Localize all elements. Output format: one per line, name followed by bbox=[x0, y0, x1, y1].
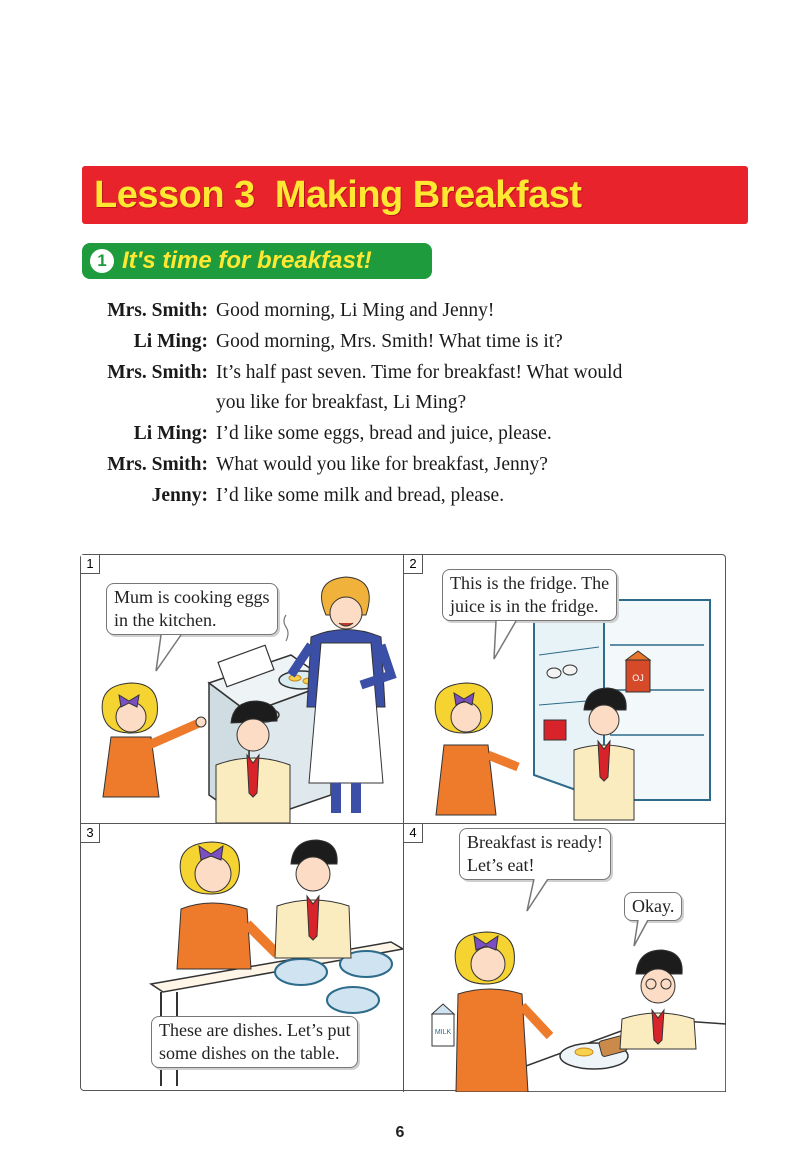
dialogue-text: It’s half past seven. Time for breakfast! What would bbox=[216, 361, 623, 383]
steam bbox=[284, 615, 288, 641]
speaker-name: Mrs. Smith: bbox=[107, 453, 208, 475]
comic-panel-1 bbox=[81, 555, 404, 824]
milk-label: MILK bbox=[434, 1029, 452, 1036]
egg bbox=[547, 668, 561, 678]
dialogue-text: Good morning, Li Ming and Jenny! bbox=[216, 300, 495, 321]
dialogue-text: Good morning, Mrs. Smith! What time is it? bbox=[216, 330, 563, 352]
comic-strip bbox=[80, 554, 726, 1091]
bubble-tail bbox=[630, 920, 654, 950]
dialogue-line bbox=[80, 481, 720, 512]
speech-bubble: This is the fridge. The juice is in the fridge. bbox=[442, 569, 617, 621]
speech-bubble: These are dishes. Let’s put some dishes on the table. bbox=[151, 1016, 358, 1068]
panel-number: 1 bbox=[81, 555, 100, 574]
panel-number: 3 bbox=[81, 824, 100, 843]
speech-bubble: Breakfast is ready! Let’s eat! bbox=[459, 828, 611, 880]
dish bbox=[327, 987, 379, 1013]
milk-carton bbox=[432, 1004, 454, 1046]
dialogue-text: you like for breakfast, Li Ming? bbox=[216, 392, 467, 414]
egg bbox=[575, 1048, 593, 1056]
dialogue-text: I’d like some milk and bread, please. bbox=[216, 484, 505, 506]
dish bbox=[275, 959, 327, 985]
bubble-tail bbox=[486, 621, 526, 661]
dialogue-text: I’d like some eggs, bread and juice, please. bbox=[216, 423, 552, 445]
jenny-figure bbox=[435, 683, 518, 815]
speaker-name: Li Ming: bbox=[133, 423, 208, 445]
dialogue-line bbox=[80, 327, 720, 358]
dialogue-line bbox=[80, 419, 720, 450]
page-number: 6 bbox=[395, 1124, 405, 1141]
speaker-name bbox=[80, 388, 216, 419]
dialogue-text: What would you like for breakfast, Jenny? bbox=[216, 453, 548, 475]
juice-label: OJ bbox=[632, 673, 644, 683]
dialogue-line bbox=[80, 358, 720, 389]
dialogue-line bbox=[80, 296, 720, 327]
lesson-title: Lesson 3 Making Breakfast bbox=[94, 173, 582, 216]
jenny-figure bbox=[102, 683, 206, 797]
section-header bbox=[82, 243, 432, 279]
dialogue-line bbox=[80, 388, 720, 419]
egg bbox=[563, 665, 577, 675]
food-item bbox=[544, 720, 566, 740]
speaker-name: Mrs. Smith: bbox=[107, 300, 208, 321]
bubble-tail bbox=[151, 635, 191, 675]
comic-panel-3 bbox=[81, 824, 404, 1092]
speech-bubble: Okay. bbox=[624, 892, 682, 921]
li-ming-figure bbox=[275, 840, 351, 958]
comic-panel-4 bbox=[404, 824, 726, 1092]
speech-bubble: Mum is cooking eggs in the kitchen. bbox=[106, 583, 278, 635]
jenny-figure bbox=[177, 842, 277, 969]
comic-panel-2 bbox=[404, 555, 726, 824]
dialogue bbox=[80, 296, 720, 512]
juice-carton bbox=[626, 651, 650, 692]
section-title: It's time for breakfast! bbox=[122, 247, 372, 274]
li-ming-figure bbox=[620, 950, 696, 1049]
speaker-name: Jenny: bbox=[151, 484, 208, 506]
section-number-badge: 1 bbox=[90, 249, 114, 273]
dialogue-line bbox=[80, 450, 720, 481]
speaker-name: Li Ming: bbox=[133, 330, 208, 352]
panel-number: 4 bbox=[404, 824, 423, 843]
bubble-tail bbox=[524, 879, 554, 913]
speaker-name: Mrs. Smith: bbox=[107, 361, 208, 383]
panel-number: 2 bbox=[404, 555, 423, 574]
lesson-banner bbox=[82, 166, 748, 224]
